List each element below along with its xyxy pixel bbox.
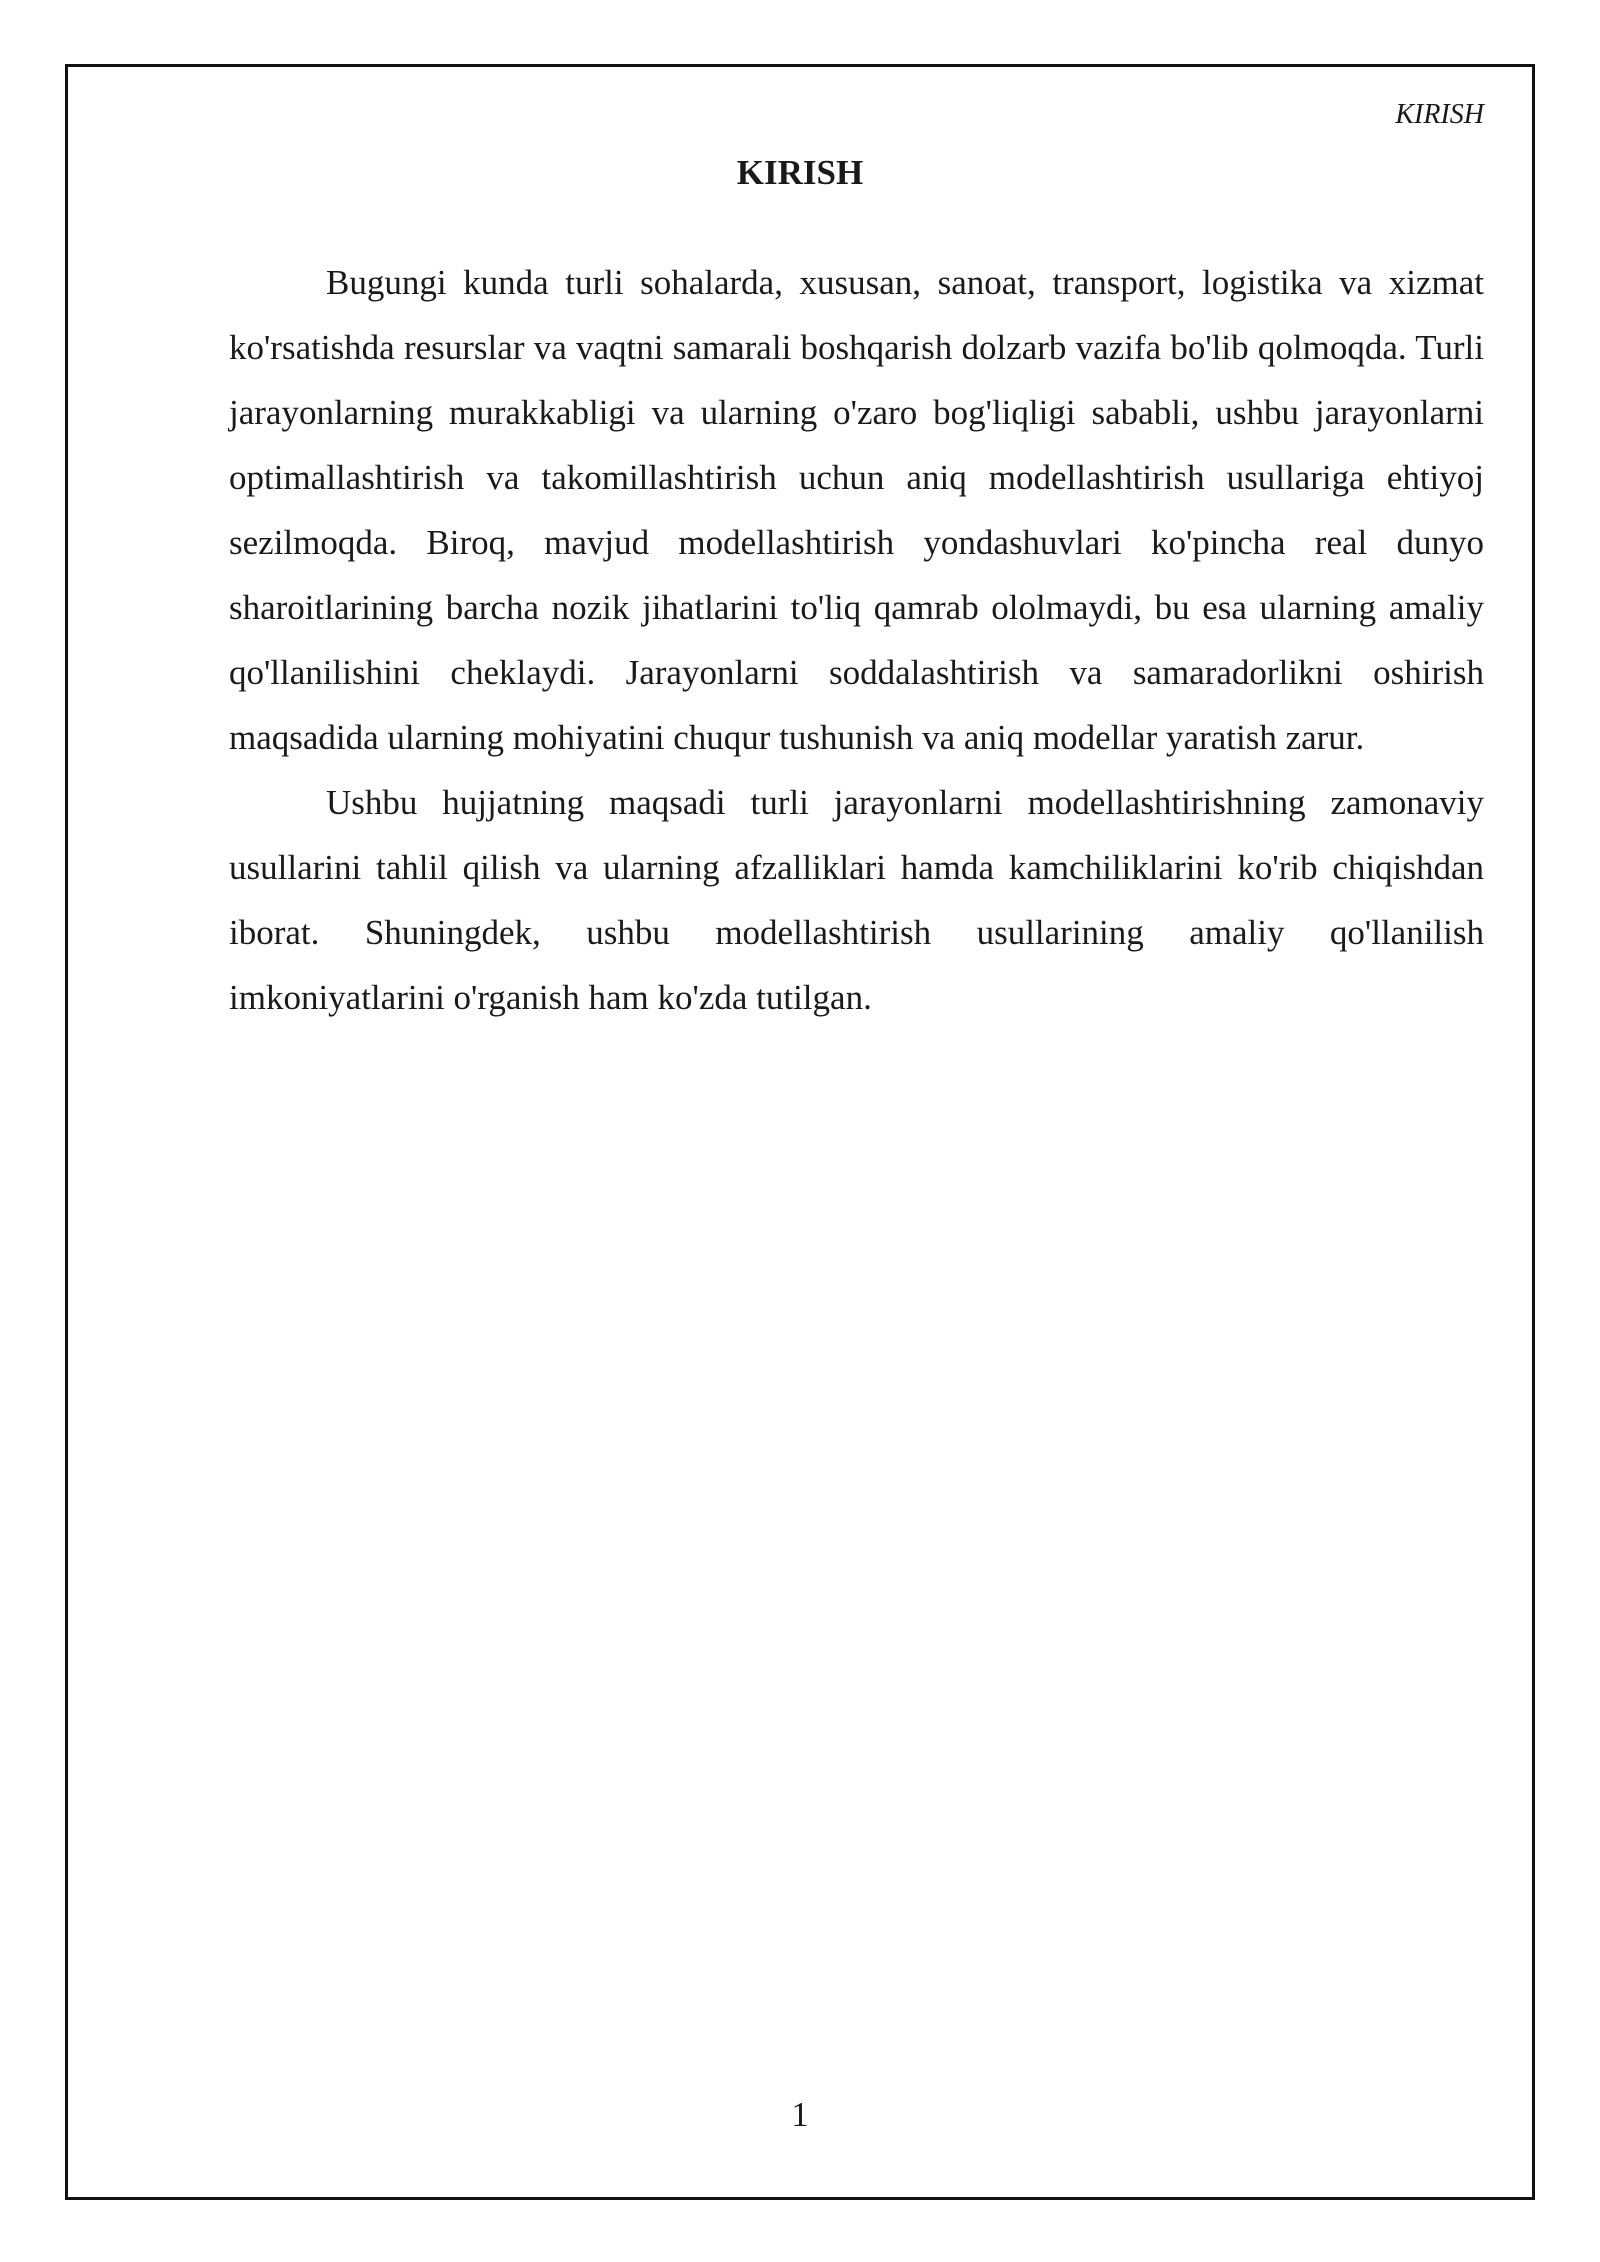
paragraph: Bugungi kunda turli sohalarda, xususan, sanoat, transport, logistika va xizmat ko'rsatishda resurslar va vaqtni samarali boshqarish dolzarb vazifa bo'lib qolmoqda. Turli jarayonlarning murakkabligi va ularning o'zaro bog'liqligi sababli, ushbu jarayonlarni optimallashtirish va takomillashtirish uchun aniq modellashtirish usullariga ehtiyoj sezilmoqda. Biroq, mavjud modellashtirish yondashuvlari ko'pincha real dunyo sharoitlarining barcha nozik jihatlarini to'liq qamrab ololmaydi, bu esa ularning amaliy qo'llanilishini cheklaydi. Jarayonlarni soddalashtirish va samaradorlikni oshirish maqsadida ularning mohiyatini chuqur tushunish va aniq modellar yaratish zarur. — [229, 263, 1484, 757]
page-frame — [65, 64, 1535, 2200]
page-number: 1 — [791, 2095, 809, 2134]
running-header: KIRISH — [1395, 99, 1484, 130]
body-text — [229, 250, 1484, 1030]
paragraph: Ushbu hujjatning maqsadi turli jarayonlarni modellashtirishning zamonaviy usullarini tahlil qilish va ularning afzalliklari hamda kamchiliklarini ko'rib chiqishdan iborat. Shuningdek, ushbu modellashtirish usullarining amaliy qo'llanilish imkoniyatlarini o'rganish ham ko'zda tutilgan. — [229, 783, 1484, 1017]
page-title: KIRISH — [736, 153, 864, 192]
